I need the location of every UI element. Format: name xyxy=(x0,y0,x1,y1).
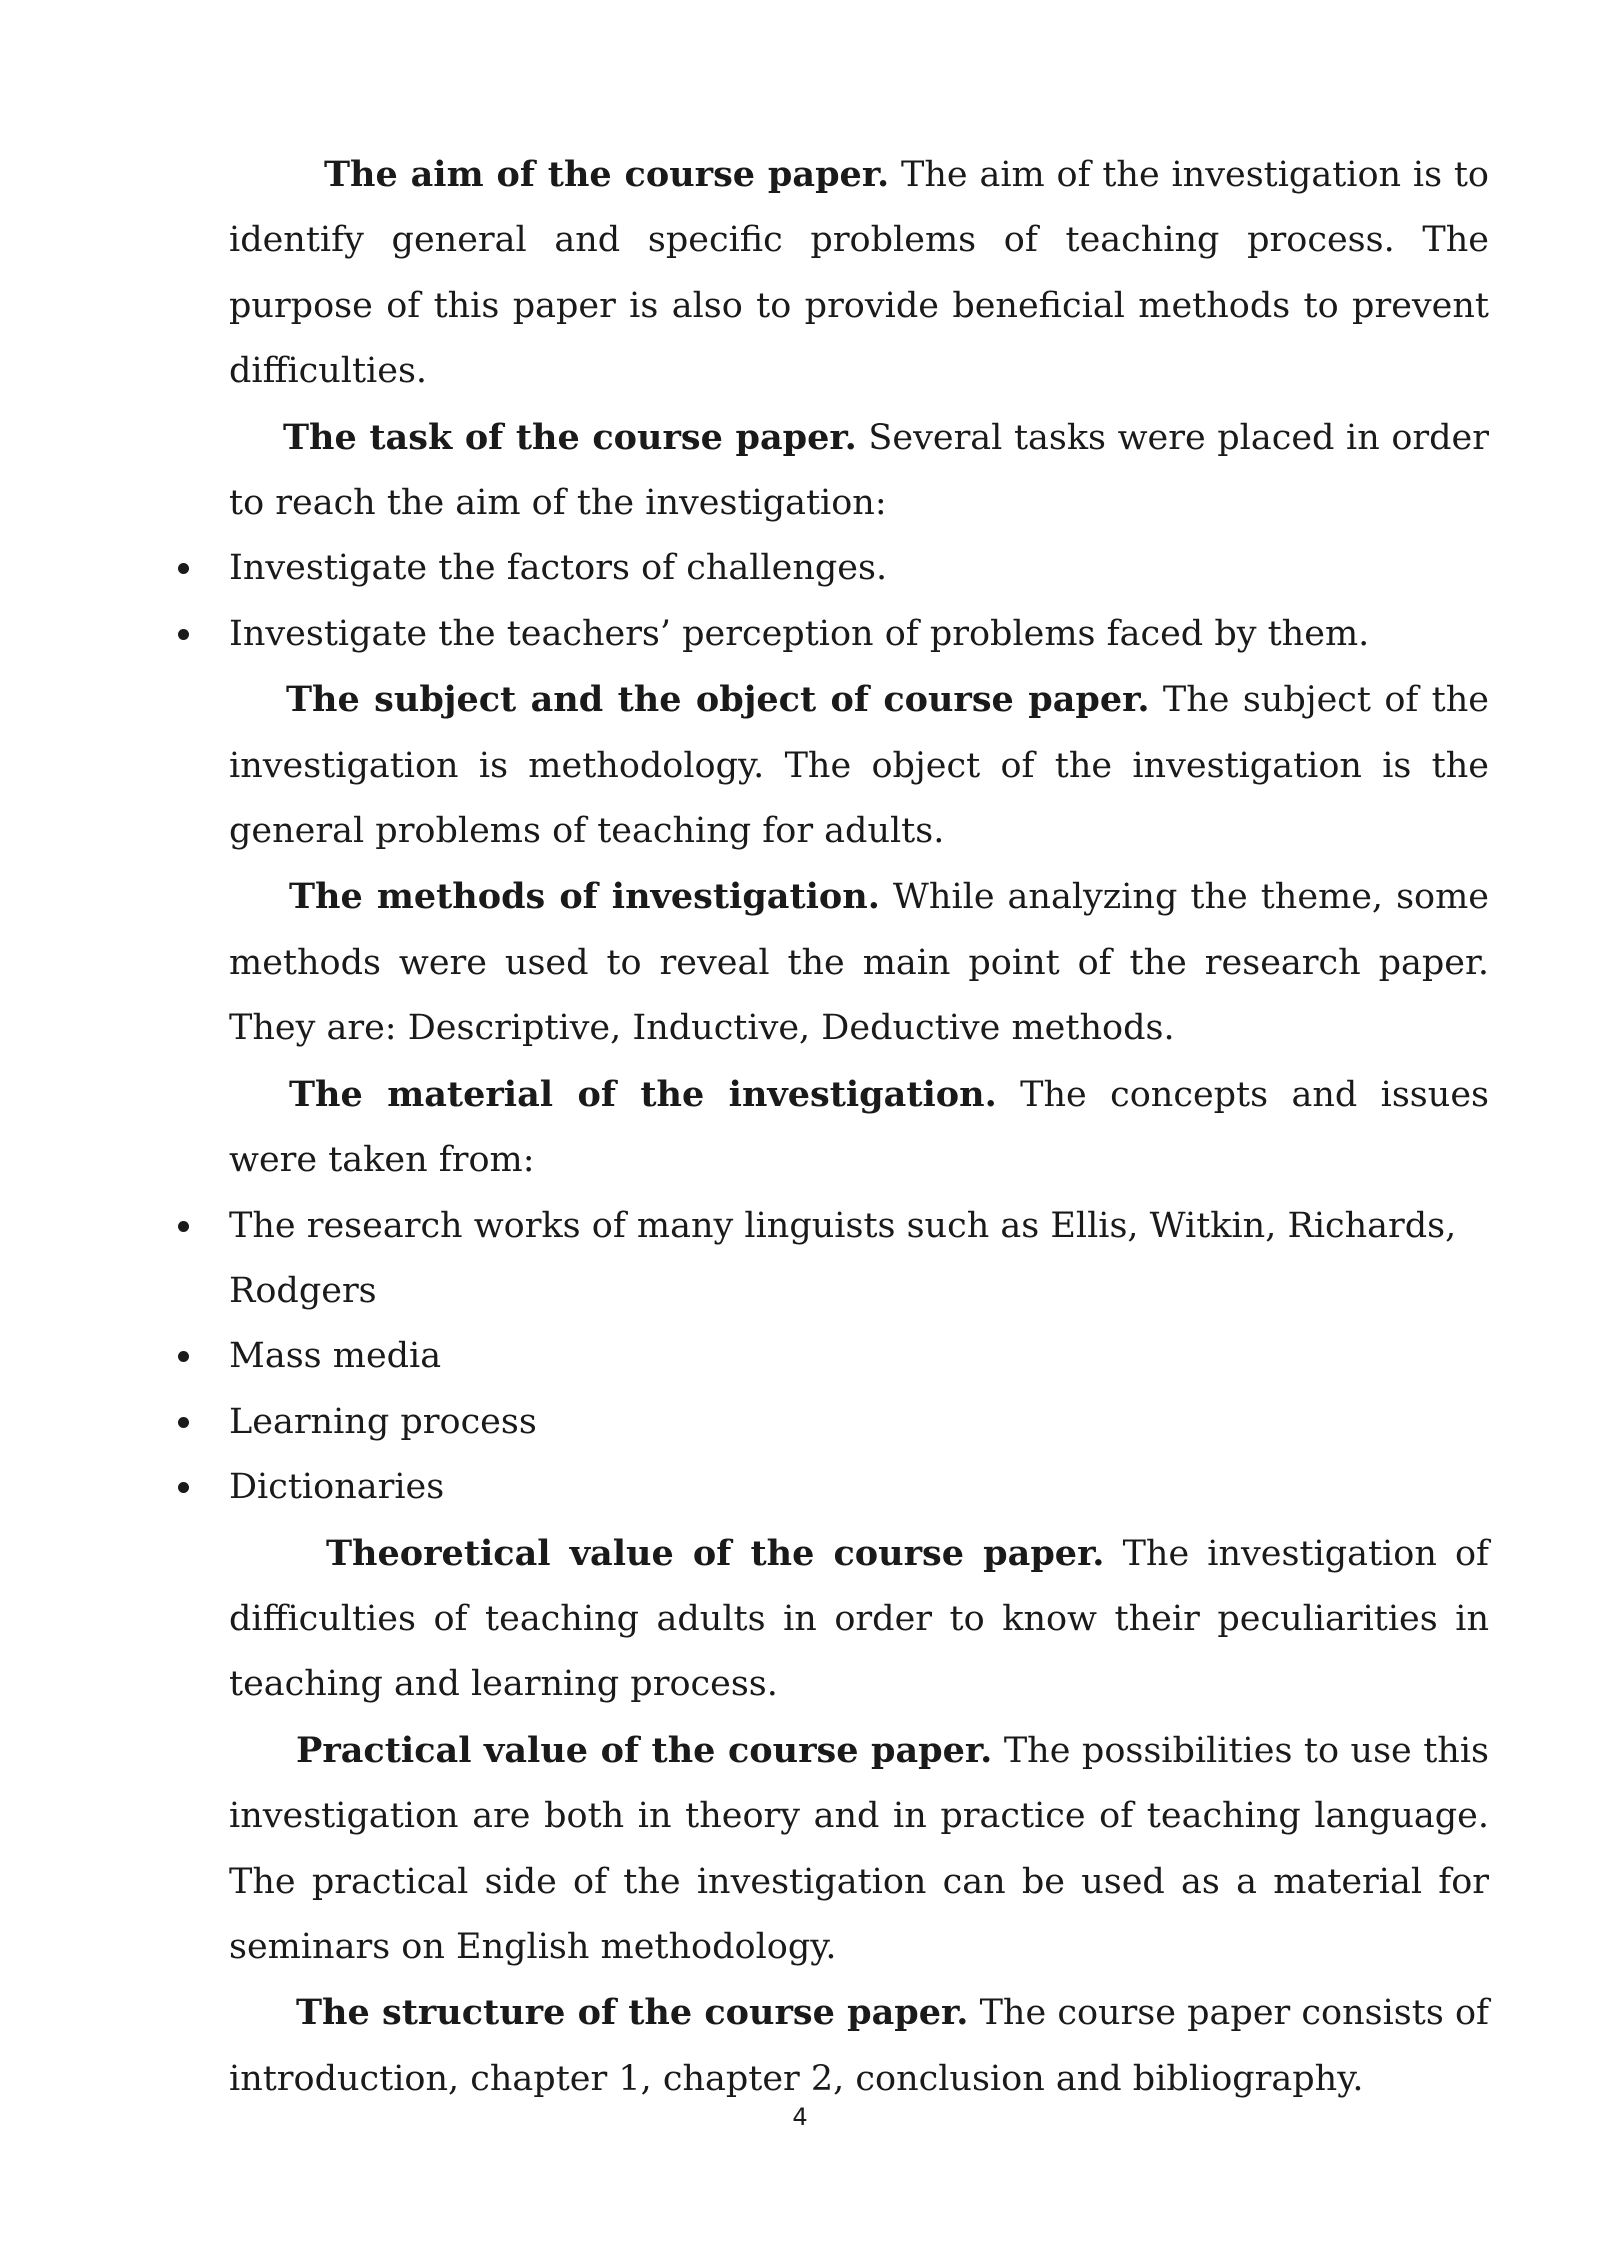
list-item xyxy=(229,1390,1489,1455)
theoretical-text: The investigation of difficulties of teaching adults in order to know their peculiarities in teaching and learning process. xyxy=(229,1533,1489,1705)
aim-paragraph xyxy=(229,142,1489,405)
list-item xyxy=(229,1194,1489,1325)
bullet-icon xyxy=(178,563,189,574)
list-item-text: The research works of many linguists such as Ellis, Witkin, Richards, Rodgers xyxy=(229,1205,1457,1311)
material-paragraph xyxy=(229,1062,1489,1194)
material-bullet-list xyxy=(229,1194,1489,1521)
subject-heading: The subject and the object of course paper. xyxy=(286,679,1150,721)
list-item-text: Mass media xyxy=(229,1336,442,1377)
methods-text: While analyzing the theme, some methods were used to reveal the main point of the research paper. They are: Descriptive, Inductive, Deductive methods. xyxy=(229,877,1490,1049)
page-number: 4 xyxy=(792,2103,808,2131)
list-item xyxy=(229,536,1489,601)
page-content xyxy=(229,142,1489,2112)
structure-paragraph xyxy=(229,1980,1489,2112)
bullet-icon xyxy=(178,1221,189,1232)
theoretical-heading: Theoretical value of the course paper. xyxy=(326,1532,1105,1574)
task-paragraph xyxy=(229,405,1489,537)
practical-heading: Practical value of the course paper. xyxy=(296,1729,993,1771)
list-item-text: Investigate the factors of challenges. xyxy=(229,548,888,589)
list-item xyxy=(229,602,1489,667)
list-item-text: Dictionaries xyxy=(229,1467,445,1508)
task-text: Several tasks were placed in order to reach the aim of the investigation: xyxy=(229,417,1489,524)
structure-heading: The structure of the course paper. xyxy=(296,1992,969,2034)
methods-heading: The methods of investigation. xyxy=(289,876,880,918)
structure-text: The course paper consists of introduction, chapter 1, chapter 2, conclusion and bibliography. xyxy=(229,1993,1489,2099)
task-bullet-list xyxy=(229,536,1489,667)
bullet-icon xyxy=(178,1482,189,1493)
bullet-icon xyxy=(178,1351,189,1362)
bullet-icon xyxy=(178,1417,189,1428)
task-heading: The task of the course paper. xyxy=(283,416,857,458)
practical-paragraph xyxy=(229,1718,1489,1981)
material-text: The concepts and issues were taken from: xyxy=(229,1074,1489,1181)
list-item-text: Learning process xyxy=(229,1401,537,1442)
subject-paragraph xyxy=(229,667,1489,864)
practical-text: The possibilities to use this investigation are both in theory and in practice of teaching language. The practical side of the investigation can be used as a material for seminars on English methodology. xyxy=(229,1730,1489,1967)
list-item xyxy=(229,1455,1489,1520)
methods-paragraph xyxy=(229,864,1489,1061)
subject-text: The subject of the investigation is methodology. The object of the investigation is the general problems of teaching for adults. xyxy=(229,680,1490,852)
theoretical-paragraph xyxy=(229,1521,1489,1718)
material-heading: The material of the investigation. xyxy=(289,1073,997,1115)
bullet-icon xyxy=(178,629,189,640)
aim-text: The aim of the investigation is to identify general and specific problems of teaching process. The purpose of this paper is also to provide beneficial methods to prevent difficulties. xyxy=(229,155,1489,392)
aim-heading: The aim of the course paper. xyxy=(324,154,890,195)
list-item xyxy=(229,1324,1489,1389)
list-item-text: Investigate the teachers’ perception of problems faced by them. xyxy=(229,613,1370,654)
